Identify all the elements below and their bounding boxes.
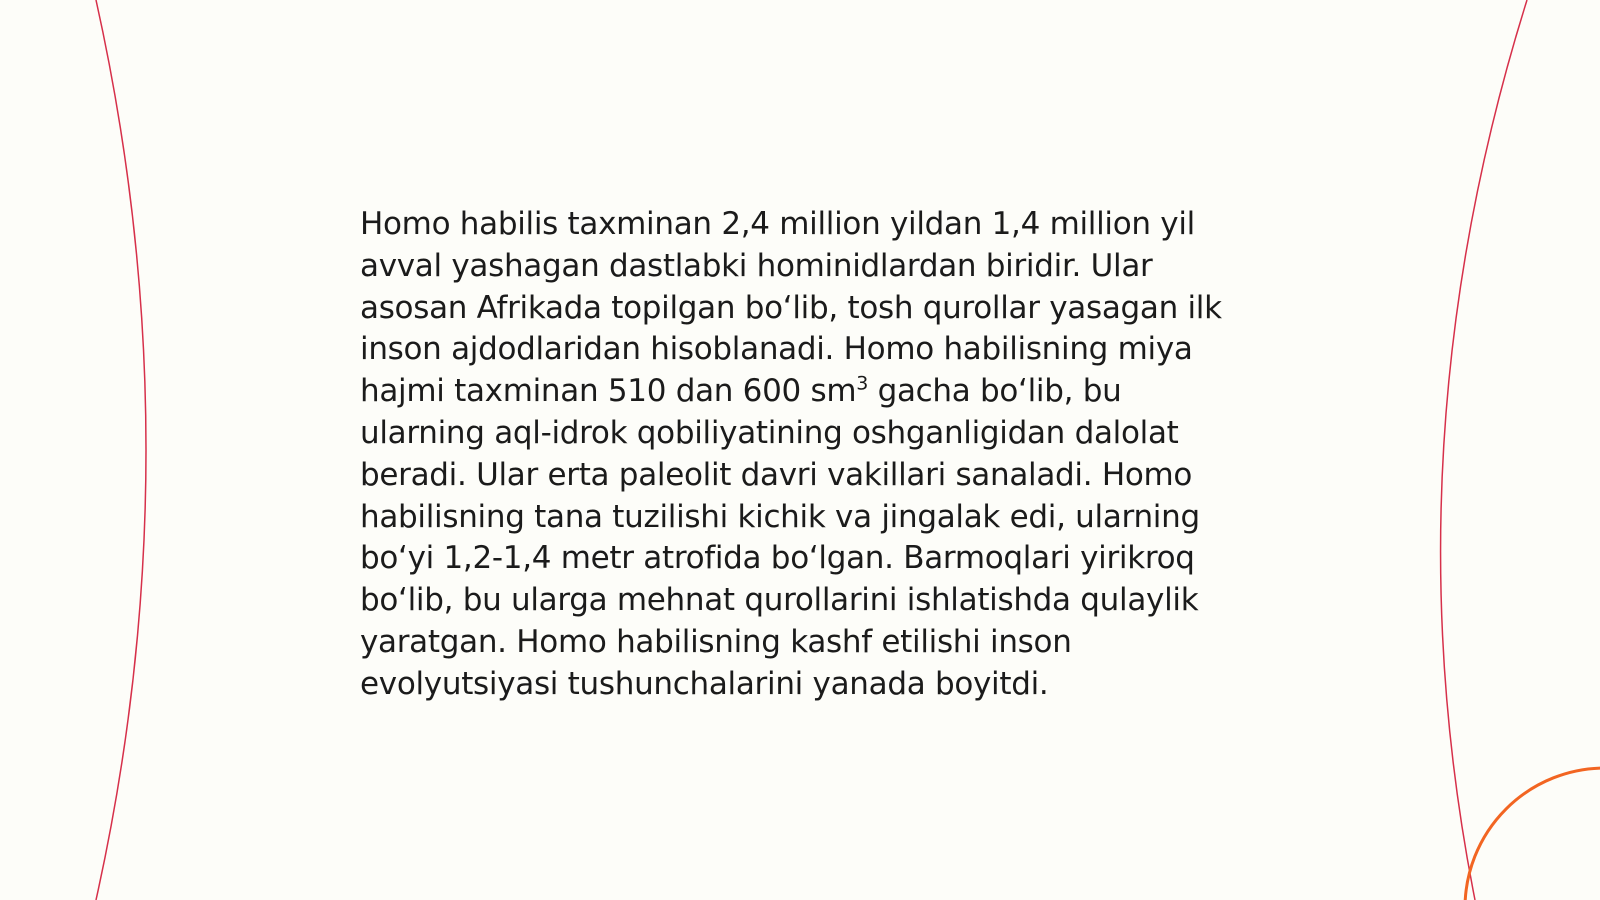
paragraph-rest-text: gacha bo‘lib, bu ularning aql-idrok qobiliyatining oshganligidan dalolat beradi. Ular erta paleolit davri vakillari sanaladi. Homo habilisning tana tuzilishi kichik va jingalak edi, ularning bo‘yi 1,2-1,4 metr atrofida bo‘lgan. Barmoqlari yirikroq bo‘lib, bu ularga mehnat qurollarini ishlatishda qulaylik yaratgan. Homo habilisning kashf etilishi inson evolyutsiyasi tushunchalarini yanada boyitdi. <box>360 373 1200 702</box>
body-paragraph <box>360 204 1240 706</box>
left-curve-line <box>96 0 146 900</box>
corner-circle-outline <box>1465 768 1600 900</box>
paragraph-main-text: Homo habilis taxminan 2,4 million yildan 1,4 million yil avval yashagan dastlabki hominidlardan biridir. Ular asosan Afrikada topilgan bo‘lib, tosh qurollar yasagan ilk inson ajdodlaridan hisoblanadi. Homo habilisning miya hajmi taxminan 510 dan 600 sm <box>360 206 1222 410</box>
superscript-three: 3 <box>856 372 869 395</box>
right-curve-line <box>1441 0 1527 900</box>
